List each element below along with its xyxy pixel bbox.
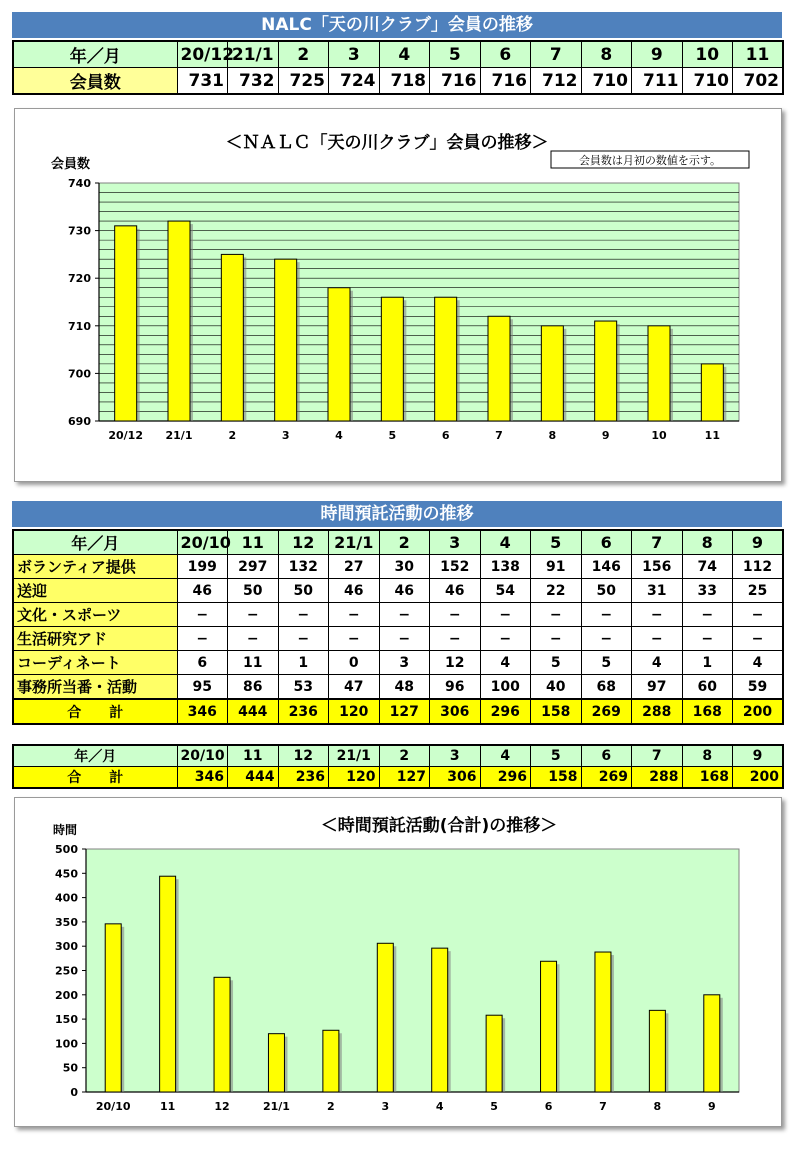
bar	[268, 1034, 284, 1092]
bar	[115, 226, 137, 421]
summary-month: 8	[682, 745, 733, 767]
activity-month: 6	[581, 530, 632, 555]
activity-month: 9	[733, 530, 784, 555]
activity-cell: 68	[581, 675, 632, 700]
activity-row	[13, 651, 783, 675]
activity-cell: −	[177, 627, 228, 651]
bar	[486, 1015, 502, 1092]
x-tick-label: 5	[388, 429, 397, 442]
x-tick-label: 9	[601, 429, 610, 442]
y-tick-label: 0	[70, 1086, 78, 1099]
activity-total-label: 合 計	[13, 699, 177, 724]
activity-cell: −	[329, 627, 380, 651]
activity-cell: −	[278, 603, 329, 627]
activity-cell: −	[581, 603, 632, 627]
activity-cell: 86	[228, 675, 279, 700]
x-tick-label: 11	[159, 1100, 176, 1113]
activity-month: 12	[278, 530, 329, 555]
summary-total-value: 127	[379, 767, 430, 789]
x-tick-label: 10	[651, 429, 667, 442]
member-value: 712	[531, 68, 582, 95]
bar	[328, 288, 350, 421]
member-chart-frame	[14, 108, 782, 482]
activity-row-label: ボランティア提供	[13, 555, 177, 579]
bar	[541, 961, 557, 1092]
activity-cell: 46	[379, 579, 430, 603]
activity-cell: 4	[632, 651, 683, 675]
activity-cell: 50	[278, 579, 329, 603]
activity-total-value: 346	[177, 699, 228, 724]
member-month: 21/1	[228, 41, 279, 68]
member-month: 20/12	[177, 41, 228, 68]
member-table	[12, 40, 784, 95]
activity-cell: 152	[430, 555, 481, 579]
activity-header-row	[13, 530, 783, 555]
activity-total-value: 236	[278, 699, 329, 724]
x-tick-label: 6	[544, 1100, 553, 1113]
summary-month: 4	[480, 745, 531, 767]
activity-cell: −	[379, 603, 430, 627]
activity-cell: 6	[177, 651, 228, 675]
x-tick-label: 20/10	[95, 1100, 131, 1113]
activity-cell: 33	[682, 579, 733, 603]
member-month: 6	[480, 41, 531, 68]
activity-cell: 11	[228, 651, 279, 675]
summary-total-value: 158	[531, 767, 582, 789]
activity-cell: 91	[531, 555, 582, 579]
activity-cell: 4	[480, 651, 531, 675]
activity-row-label: 事務所当番・活動	[13, 675, 177, 700]
activity-row	[13, 555, 783, 579]
activity-cell: 31	[632, 579, 683, 603]
activity-cell: −	[531, 603, 582, 627]
y-tick-label: 690	[68, 415, 91, 428]
activity-cell: 25	[733, 579, 784, 603]
member-month: 10	[682, 41, 733, 68]
activity-cell: −	[379, 627, 430, 651]
activity-total-row	[13, 699, 783, 724]
activity-cell: −	[278, 627, 329, 651]
activity-month: 11	[228, 530, 279, 555]
activity-cell: 50	[581, 579, 632, 603]
activity-cell: 100	[480, 675, 531, 700]
activity-cell: −	[177, 603, 228, 627]
activity-row-label: 文化・スポーツ	[13, 603, 177, 627]
activity-cell: 96	[430, 675, 481, 700]
y-tick-label: 200	[55, 988, 78, 1002]
member-value: 716	[480, 68, 531, 95]
x-tick-label: 21/1	[165, 429, 193, 442]
x-tick-label: 8	[653, 1100, 662, 1113]
activity-cell: 5	[581, 651, 632, 675]
member-month: 4	[379, 41, 430, 68]
bar	[168, 221, 190, 421]
activity-month: 20/10	[177, 530, 228, 555]
activity-cell: 97	[632, 675, 683, 700]
y-tick-label: 250	[55, 964, 78, 978]
activity-cell: 46	[177, 579, 228, 603]
member-month: 2	[278, 41, 329, 68]
summary-month: 3	[430, 745, 481, 767]
member-value: 732	[228, 68, 279, 95]
activity-cell: 5	[531, 651, 582, 675]
activity-cell: −	[430, 603, 481, 627]
x-tick-label: 2	[228, 429, 237, 442]
activity-month: 21/1	[329, 530, 380, 555]
member-banner: NALC「天の川クラブ」会員の推移	[12, 12, 782, 38]
member-month: 7	[531, 41, 582, 68]
bar	[648, 326, 670, 421]
bar	[214, 977, 230, 1092]
summary-month: 20/10	[177, 745, 228, 767]
bar	[704, 995, 720, 1092]
activity-cell: 54	[480, 579, 531, 603]
bar	[432, 948, 448, 1092]
member-month: 3	[329, 41, 380, 68]
x-tick-label: 9	[707, 1100, 716, 1113]
activity-total-value: 444	[228, 699, 279, 724]
activity-cell: 138	[480, 555, 531, 579]
member-chart-ylabel: 会員数	[51, 157, 91, 172]
y-tick-label: 710	[68, 319, 91, 333]
activity-cell: −	[682, 627, 733, 651]
activity-cell: 53	[278, 675, 329, 700]
activity-cell: −	[682, 603, 733, 627]
activity-cell: 27	[329, 555, 380, 579]
x-tick-label: 3	[381, 1100, 390, 1113]
y-tick-label: 720	[68, 272, 91, 286]
member-row-label: 会員数	[13, 68, 177, 95]
activity-cell: −	[480, 603, 531, 627]
y-tick-label: 150	[55, 1013, 78, 1027]
member-header-label: 年／月	[13, 41, 177, 68]
summary-total-value: 346	[177, 767, 228, 789]
activity-cell: 59	[733, 675, 784, 700]
activity-banner: 時間預託活動の推移	[12, 501, 782, 527]
summary-total-value: 236	[278, 767, 329, 789]
activity-chart-frame	[14, 797, 782, 1127]
activity-month: 8	[682, 530, 733, 555]
activity-row	[13, 627, 783, 651]
activity-cell: −	[480, 627, 531, 651]
x-tick-label: 7	[495, 429, 503, 442]
activity-cell: −	[733, 627, 784, 651]
summary-month: 9	[733, 745, 784, 767]
x-tick-label: 6	[441, 429, 450, 442]
y-tick-label: 450	[55, 867, 78, 881]
member-chart-note: 会員数は月初の数値を示す。	[578, 154, 722, 167]
y-tick-label: 400	[55, 891, 78, 905]
activity-month: 4	[480, 530, 531, 555]
member-value: 718	[379, 68, 430, 95]
bar	[541, 326, 563, 421]
activity-cell: −	[632, 627, 683, 651]
member-value: 710	[682, 68, 733, 95]
activity-header-label: 年／月	[13, 530, 177, 555]
y-tick-label: 100	[55, 1037, 78, 1051]
bar	[649, 1010, 665, 1092]
activity-total-value: 120	[329, 699, 380, 724]
activity-cell: 30	[379, 555, 430, 579]
bar	[595, 952, 611, 1092]
x-tick-label: 8	[548, 429, 557, 442]
summary-month: 21/1	[329, 745, 380, 767]
x-tick-label: 5	[490, 1100, 498, 1113]
activity-row-label: コーディネート	[13, 651, 177, 675]
member-chart	[15, 109, 781, 481]
activity-cell: 1	[278, 651, 329, 675]
summary-total-value: 120	[329, 767, 380, 789]
activity-cell: 3	[379, 651, 430, 675]
summary-header-row	[13, 745, 783, 767]
bar	[595, 321, 617, 421]
summary-month: 2	[379, 745, 430, 767]
bar	[377, 943, 393, 1092]
summary-month: 5	[531, 745, 582, 767]
activity-cell: 1	[682, 651, 733, 675]
activity-cell: 46	[430, 579, 481, 603]
summary-month: 7	[632, 745, 683, 767]
activity-chart	[15, 798, 781, 1126]
y-tick-label: 350	[55, 915, 78, 929]
member-value: 731	[177, 68, 228, 95]
summary-total-value: 288	[632, 767, 683, 789]
summary-total-value: 168	[682, 767, 733, 789]
x-tick-label: 12	[214, 1100, 230, 1113]
bar	[381, 297, 403, 421]
summary-month: 11	[228, 745, 279, 767]
member-month: 9	[632, 41, 683, 68]
activity-cell: 60	[682, 675, 733, 700]
activity-total-value: 158	[531, 699, 582, 724]
activity-row-label: 生活研究アド	[13, 627, 177, 651]
activity-cell: −	[430, 627, 481, 651]
activity-cell: 22	[531, 579, 582, 603]
activity-cell: 46	[329, 579, 380, 603]
bar	[160, 876, 176, 1092]
activity-cell: 95	[177, 675, 228, 700]
activity-total-value: 288	[632, 699, 683, 724]
summary-total-value: 269	[581, 767, 632, 789]
x-tick-label: 20/12	[108, 429, 143, 442]
y-tick-label: 300	[55, 940, 78, 954]
summary-total-value: 444	[228, 767, 279, 789]
activity-cell: 50	[228, 579, 279, 603]
activity-cell: 132	[278, 555, 329, 579]
summary-header-label: 年／月	[13, 745, 177, 767]
activity-month: 2	[379, 530, 430, 555]
member-value: 725	[278, 68, 329, 95]
activity-total-value: 200	[733, 699, 784, 724]
member-header-row	[13, 41, 783, 68]
activity-month: 7	[632, 530, 683, 555]
y-tick-label: 700	[68, 367, 91, 381]
activity-cell: 74	[682, 555, 733, 579]
activity-total-value: 306	[430, 699, 481, 724]
bar	[488, 316, 510, 421]
member-value: 710	[581, 68, 632, 95]
y-tick-label: 730	[68, 224, 91, 238]
y-tick-label: 740	[68, 177, 91, 190]
activity-cell: 0	[329, 651, 380, 675]
activity-table	[12, 529, 784, 725]
x-tick-label: 7	[599, 1100, 607, 1113]
summary-total-label: 合 計	[13, 767, 177, 789]
activity-chart-ylabel: 時間	[53, 823, 78, 837]
y-tick-label: 50	[62, 1061, 78, 1075]
activity-cell: 156	[632, 555, 683, 579]
summary-total-row	[13, 767, 783, 789]
activity-cell: −	[581, 627, 632, 651]
member-value: 702	[733, 68, 784, 95]
member-value: 724	[329, 68, 380, 95]
bar	[701, 364, 723, 421]
x-tick-label: 4	[435, 1100, 444, 1113]
bar	[221, 254, 243, 421]
activity-month: 5	[531, 530, 582, 555]
x-tick-label: 11	[704, 429, 720, 442]
x-tick-label: 4	[335, 429, 343, 442]
member-month: 8	[581, 41, 632, 68]
activity-cell: −	[228, 603, 279, 627]
member-value: 716	[430, 68, 481, 95]
activity-row	[13, 675, 783, 700]
x-tick-label: 3	[281, 429, 290, 442]
activity-cell: 48	[379, 675, 430, 700]
activity-cell: 4	[733, 651, 784, 675]
activity-cell: −	[632, 603, 683, 627]
activity-total-value: 127	[379, 699, 430, 724]
summary-total-value: 200	[733, 767, 784, 789]
member-month: 11	[733, 41, 784, 68]
bar	[323, 1030, 339, 1092]
member-value: 711	[632, 68, 683, 95]
activity-cell: 199	[177, 555, 228, 579]
activity-cell: 112	[733, 555, 784, 579]
activity-cell: 297	[228, 555, 279, 579]
activity-cell: 47	[329, 675, 380, 700]
activity-chart-title: ＜時間預託活動(合計)の推移＞	[320, 816, 558, 836]
bar	[435, 297, 457, 421]
summary-month: 6	[581, 745, 632, 767]
activity-row	[13, 603, 783, 627]
activity-cell: −	[329, 603, 380, 627]
activity-row-label: 送迎	[13, 579, 177, 603]
activity-total-value: 296	[480, 699, 531, 724]
bar	[105, 924, 121, 1092]
activity-cell: 12	[430, 651, 481, 675]
activity-total-value: 269	[581, 699, 632, 724]
activity-cell: 40	[531, 675, 582, 700]
activity-cell: −	[733, 603, 784, 627]
x-tick-label: 2	[327, 1100, 335, 1113]
activity-row	[13, 579, 783, 603]
member-chart-title: ＜ＮＡＬＣ「天の川クラブ」会員の推移＞	[225, 133, 549, 153]
summary-month: 12	[278, 745, 329, 767]
activity-cell: −	[228, 627, 279, 651]
member-value-row	[13, 68, 783, 95]
activity-cell: −	[531, 627, 582, 651]
member-month: 5	[430, 41, 481, 68]
x-tick-label: 21/1	[262, 1100, 290, 1113]
bar	[275, 259, 297, 421]
plot-area	[86, 849, 739, 1092]
y-tick-label: 500	[55, 843, 78, 856]
summary-total-value: 296	[480, 767, 531, 789]
plot-area	[99, 183, 739, 421]
activity-month: 3	[430, 530, 481, 555]
activity-total-value: 168	[682, 699, 733, 724]
summary-total-value: 306	[430, 767, 481, 789]
summary-table	[12, 744, 784, 789]
activity-cell: 146	[581, 555, 632, 579]
